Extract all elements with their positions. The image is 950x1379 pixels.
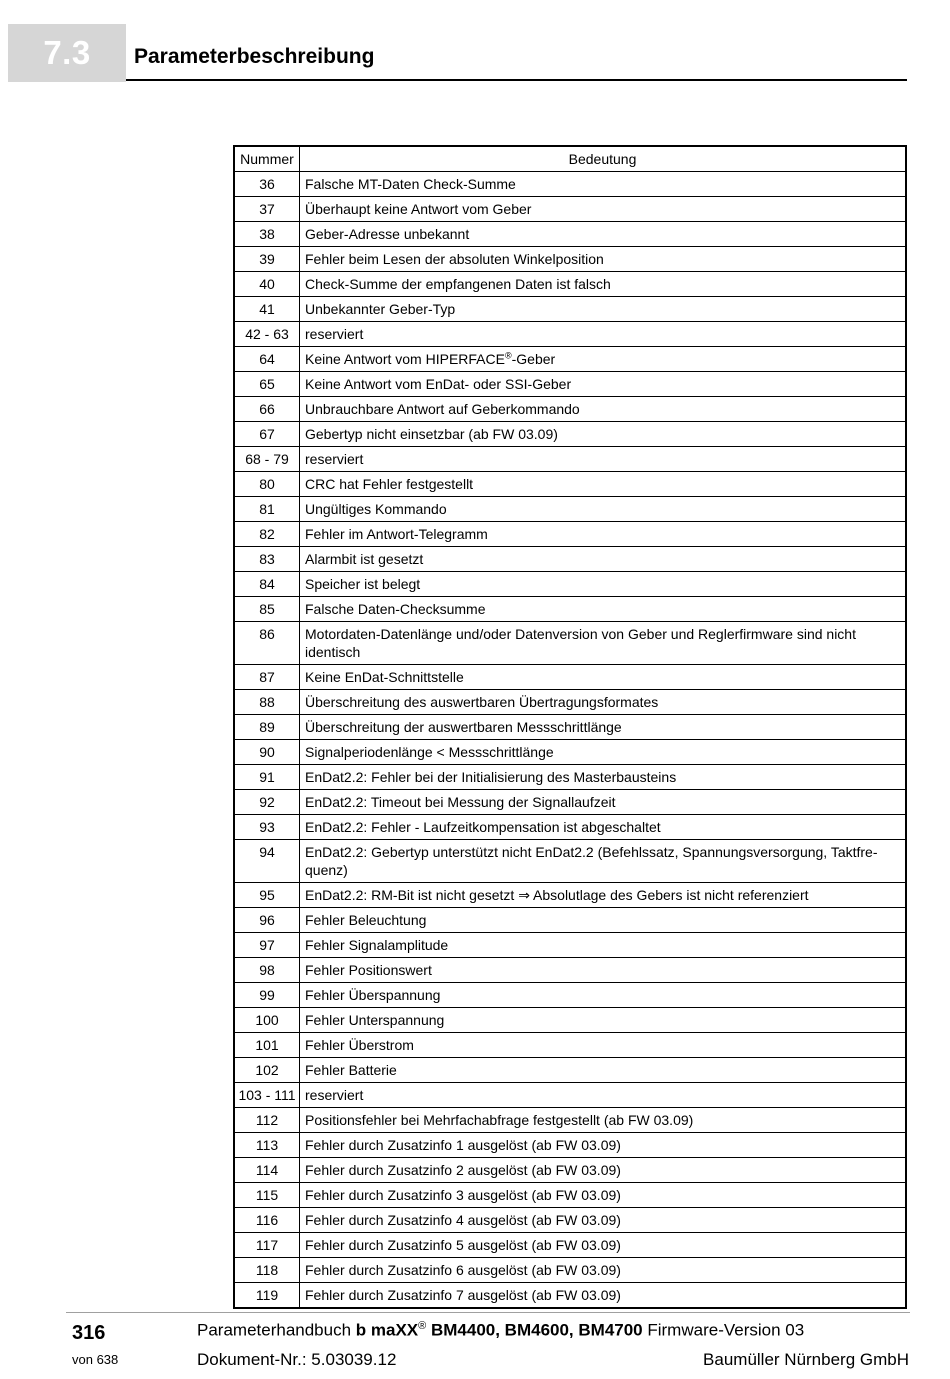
table-row [234,1033,906,1058]
table-row [234,347,906,372]
row-description-part: -Geber [511,351,556,367]
page-title: Parameterbeschreibung [134,45,375,68]
table-row [234,547,906,572]
table-row [234,1283,906,1309]
table-row [234,665,906,690]
row-description: EnDat2.2: Fehler bei der Initialisierung des Masterbausteins [300,765,907,790]
row-number: 117 [234,1233,300,1258]
row-description: Falsche Daten-Checksumme [300,597,907,622]
product-models: BM4400, BM4600, BM4700 [426,1320,643,1340]
row-number: 93 [234,815,300,840]
table-row [234,840,906,883]
page-number: 316 [72,1322,106,1344]
row-number: 86 [234,622,300,665]
row-description: Fehler Batterie [300,1058,907,1083]
row-number: 37 [234,197,300,222]
row-description: Fehler Positionswert [300,958,907,983]
table-row [234,297,906,322]
row-number: 82 [234,522,300,547]
row-number: 36 [234,172,300,197]
table-row [234,1083,906,1108]
table-row [234,1108,906,1133]
table-body [234,172,906,1309]
row-description: Fehler durch Zusatzinfo 3 ausgelöst (ab FW 03.09) [300,1183,907,1208]
row-number: 89 [234,715,300,740]
manual-prefix: Parameterhandbuch [197,1320,356,1340]
table-row [234,740,906,765]
row-number: 67 [234,422,300,447]
document-number: Dokument-Nr.: 5.03039.12 [197,1350,397,1369]
row-number: 96 [234,908,300,933]
table-row [234,397,906,422]
row-number: 91 [234,765,300,790]
registered-mark: ® [418,1320,427,1332]
table-row [234,715,906,740]
manual-title [197,1320,804,1341]
row-description: Fehler durch Zusatzinfo 7 ausgelöst (ab FW 03.09) [300,1283,907,1309]
table-row [234,247,906,272]
row-number: 39 [234,247,300,272]
row-description: Überschreitung des auswertbaren Übertragungsformates [300,690,907,715]
table-row [234,1158,906,1183]
row-number: 101 [234,1033,300,1058]
row-description: Fehler durch Zusatzinfo 4 ausgelöst (ab FW 03.09) [300,1208,907,1233]
table-row [234,597,906,622]
row-number: 92 [234,790,300,815]
page-total: von 638 [72,1352,119,1367]
row-number: 102 [234,1058,300,1083]
column-header-bedeutung: Bedeutung [300,146,907,172]
row-number: 40 [234,272,300,297]
row-description: reserviert [300,1083,907,1108]
table-row [234,572,906,597]
row-description: EnDat2.2: Gebertyp unterstützt nicht EnDat2.2 (Befehlssatz, Spannungsversorgung, Taktfre-quenz) [300,840,907,883]
row-number: 84 [234,572,300,597]
row-description: Check-Summe der empfangenen Daten ist falsch [300,272,907,297]
table-row [234,958,906,983]
row-description: Fehler durch Zusatzinfo 1 ausgelöst (ab FW 03.09) [300,1133,907,1158]
row-number: 100 [234,1008,300,1033]
row-number: 85 [234,597,300,622]
row-description-part: Keine Antwort vom HIPERFACE [305,351,505,367]
row-number: 64 [234,347,300,372]
row-description: Unbekannter Geber-Typ [300,297,907,322]
table-row [234,497,906,522]
row-description: Ungültiges Kommando [300,497,907,522]
row-number: 116 [234,1208,300,1233]
row-description: Fehler Unterspannung [300,1008,907,1033]
row-description: CRC hat Fehler festgestellt [300,472,907,497]
table-row [234,983,906,1008]
row-number: 115 [234,1183,300,1208]
row-number: 112 [234,1108,300,1133]
row-description: Fehler Beleuchtung [300,908,907,933]
row-number: 66 [234,397,300,422]
row-description: Alarmbit ist gesetzt [300,547,907,572]
row-description: Speicher ist belegt [300,572,907,597]
footer-rule [66,1312,910,1313]
row-description: Motordaten-Datenlänge und/oder Datenversion von Geber und Reglerfirmware sind nicht identisch [300,622,907,665]
row-number: 87 [234,665,300,690]
table-row [234,1133,906,1158]
row-number: 103 - 111 [234,1083,300,1108]
row-description: Fehler Signalamplitude [300,933,907,958]
table-row [234,372,906,397]
row-number: 113 [234,1133,300,1158]
row-number: 99 [234,983,300,1008]
row-description: Überhaupt keine Antwort vom Geber [300,197,907,222]
row-number: 42 - 63 [234,322,300,347]
row-description: Geber-Adresse unbekannt [300,222,907,247]
row-number: 90 [234,740,300,765]
section-number: 7.3 [43,34,91,71]
table-row [234,1258,906,1283]
row-description: Keine EnDat-Schnittstelle [300,665,907,690]
column-header-nummer: Nummer [234,146,300,172]
row-description: EnDat2.2: RM-Bit ist nicht gesetzt ⇒ Absolutlage des Gebers ist nicht referenziert [300,883,907,908]
row-description: EnDat2.2: Fehler - Laufzeitkompensation ist abgeschaltet [300,815,907,840]
company-name: Baumüller Nürnberg GmbH [703,1350,909,1369]
table-row [234,422,906,447]
row-description: Fehler beim Lesen der absoluten Winkelposition [300,247,907,272]
row-description: Fehler durch Zusatzinfo 6 ausgelöst (ab FW 03.09) [300,1258,907,1283]
table-row [234,1008,906,1033]
row-description: Überschreitung der auswertbaren Messschrittlänge [300,715,907,740]
table-row [234,447,906,472]
row-description: EnDat2.2: Timeout bei Messung der Signallaufzeit [300,790,907,815]
parameter-table [233,145,907,1309]
row-description: reserviert [300,447,907,472]
table-row [234,272,906,297]
table-row [234,1233,906,1258]
table-row [234,1208,906,1233]
row-description [300,347,907,372]
row-description: Fehler im Antwort-Telegramm [300,522,907,547]
row-number: 114 [234,1158,300,1183]
table-row [234,933,906,958]
table-row [234,1183,906,1208]
row-description: Fehler Überspannung [300,983,907,1008]
row-number: 88 [234,690,300,715]
table-row [234,1058,906,1083]
firmware-version: Firmware-Version 03 [642,1320,805,1340]
row-number: 97 [234,933,300,958]
row-number: 119 [234,1283,300,1309]
table-row [234,172,906,197]
row-number: 80 [234,472,300,497]
row-number: 65 [234,372,300,397]
row-description: Fehler Überstrom [300,1033,907,1058]
row-description: Signalperiodenlänge < Messschrittlänge [300,740,907,765]
row-description: Keine Antwort vom EnDat- oder SSI-Geber [300,372,907,397]
table-row [234,815,906,840]
table-row [234,883,906,908]
row-description: reserviert [300,322,907,347]
row-number: 38 [234,222,300,247]
row-description: Fehler durch Zusatzinfo 2 ausgelöst (ab FW 03.09) [300,1158,907,1183]
row-number: 94 [234,840,300,883]
row-number: 118 [234,1258,300,1283]
table-row [234,472,906,497]
row-number: 68 - 79 [234,447,300,472]
table-row [234,765,906,790]
row-description: Unbrauchbare Antwort auf Geberkommando [300,397,907,422]
table-row [234,197,906,222]
registered-mark: ® [504,350,512,361]
product-name: b maXX [355,1320,419,1340]
header-rule [126,79,907,81]
row-description: Positionsfehler bei Mehrfachabfrage festgestellt (ab FW 03.09) [300,1108,907,1133]
row-number: 95 [234,883,300,908]
table-row [234,222,906,247]
table-row [234,522,906,547]
row-description: Fehler durch Zusatzinfo 5 ausgelöst (ab FW 03.09) [300,1233,907,1258]
row-number: 83 [234,547,300,572]
row-description: Gebertyp nicht einsetzbar (ab FW 03.09) [300,422,907,447]
table-row [234,690,906,715]
row-description: Falsche MT-Daten Check-Summe [300,172,907,197]
row-number: 98 [234,958,300,983]
table-row [234,908,906,933]
table-row [234,790,906,815]
row-number: 81 [234,497,300,522]
table-row [234,322,906,347]
row-number: 41 [234,297,300,322]
table-header-row [234,146,906,172]
table-row [234,622,906,665]
